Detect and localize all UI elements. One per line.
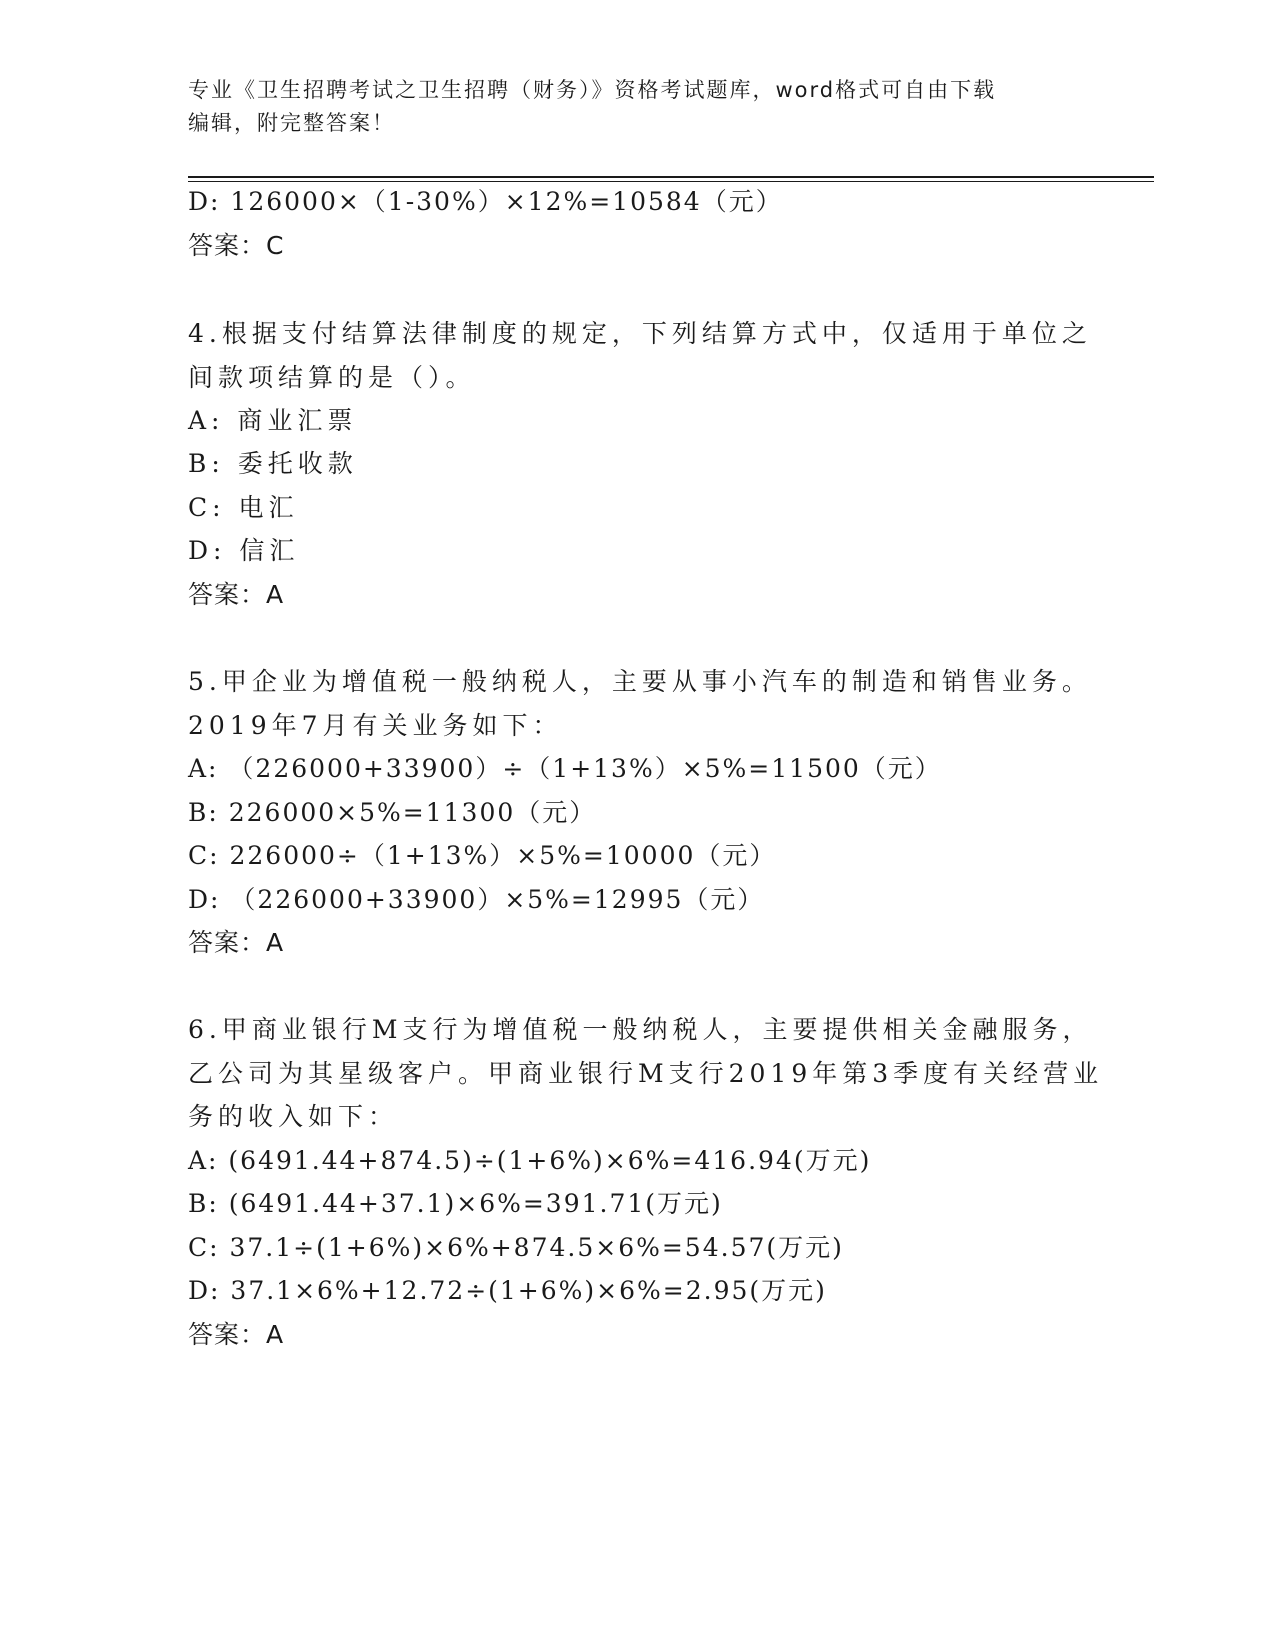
q4-stem-line-1: 4.根据支付结算法律制度的规定，下列结算方式中，仅适用于单位之	[188, 319, 1092, 348]
q5-stem-line-2: 2019年7月有关业务如下：	[188, 711, 563, 740]
q6-option-d: D: 37.1×6%+12.72÷(1+6%)×6%=2.95(万元)	[188, 1276, 827, 1305]
q6-option-c: C: 37.1÷(1+6%)×6%+874.5×6%=54.57(万元)	[188, 1233, 844, 1262]
q4-option-b: B: 委托收款	[188, 449, 358, 478]
q5-answer: 答案：A	[188, 928, 285, 957]
q5-option-d: D: （226000+33900）×5%=12995（元）	[188, 885, 765, 914]
prev-answer: 答案：C	[188, 231, 285, 260]
q4-option-d: D: 信汇	[188, 536, 300, 565]
header-divider-thick	[188, 176, 1154, 178]
prev-option-d: D: 126000×（1-30%）×12%=10584（元）	[188, 187, 783, 216]
q6-answer: 答案：A	[188, 1320, 285, 1349]
q5-option-b: B: 226000×5%=11300（元）	[188, 798, 597, 827]
q6-option-b: B: (6491.44+37.1)×6%=391.71(万元)	[188, 1189, 723, 1218]
q4-option-a: A: 商业汇票	[188, 406, 358, 435]
q5-option-a: A: （226000+33900）÷（1+13%）×5%=11500（元）	[188, 754, 942, 783]
q6-option-a: A: (6491.44+874.5)÷(1+6%)×6%=416.94(万元)	[188, 1146, 872, 1175]
q4-stem-line-2: 间款项结算的是（）。	[188, 363, 476, 392]
header-line-2: 编辑，附完整答案！	[188, 111, 395, 135]
header-divider-thin	[188, 181, 1154, 182]
q4-option-c: C: 电汇	[188, 493, 299, 522]
q5-option-c: C: 226000÷（1+13%）×5%=10000（元）	[188, 841, 777, 870]
q6-stem-line-1: 6.甲商业银行M支行为增值税一般纳税人，主要提供相关金融服务，	[188, 1015, 1093, 1044]
document-header	[188, 74, 1088, 140]
q4-answer: 答案：A	[188, 580, 285, 609]
q6-stem-line-3: 务的收入如下：	[188, 1102, 399, 1131]
q5-stem-line-1: 5.甲企业为增值税一般纳税人，主要从事小汽车的制造和销售业务。	[188, 667, 1092, 696]
q6-stem-line-2: 乙公司为其星级客户。甲商业银行M支行2019年第3季度有关经营业	[188, 1059, 1104, 1088]
header-line-1: 专业《卫生招聘考试之卫生招聘（财务）》资格考试题库，word格式可自由下载	[188, 78, 997, 102]
